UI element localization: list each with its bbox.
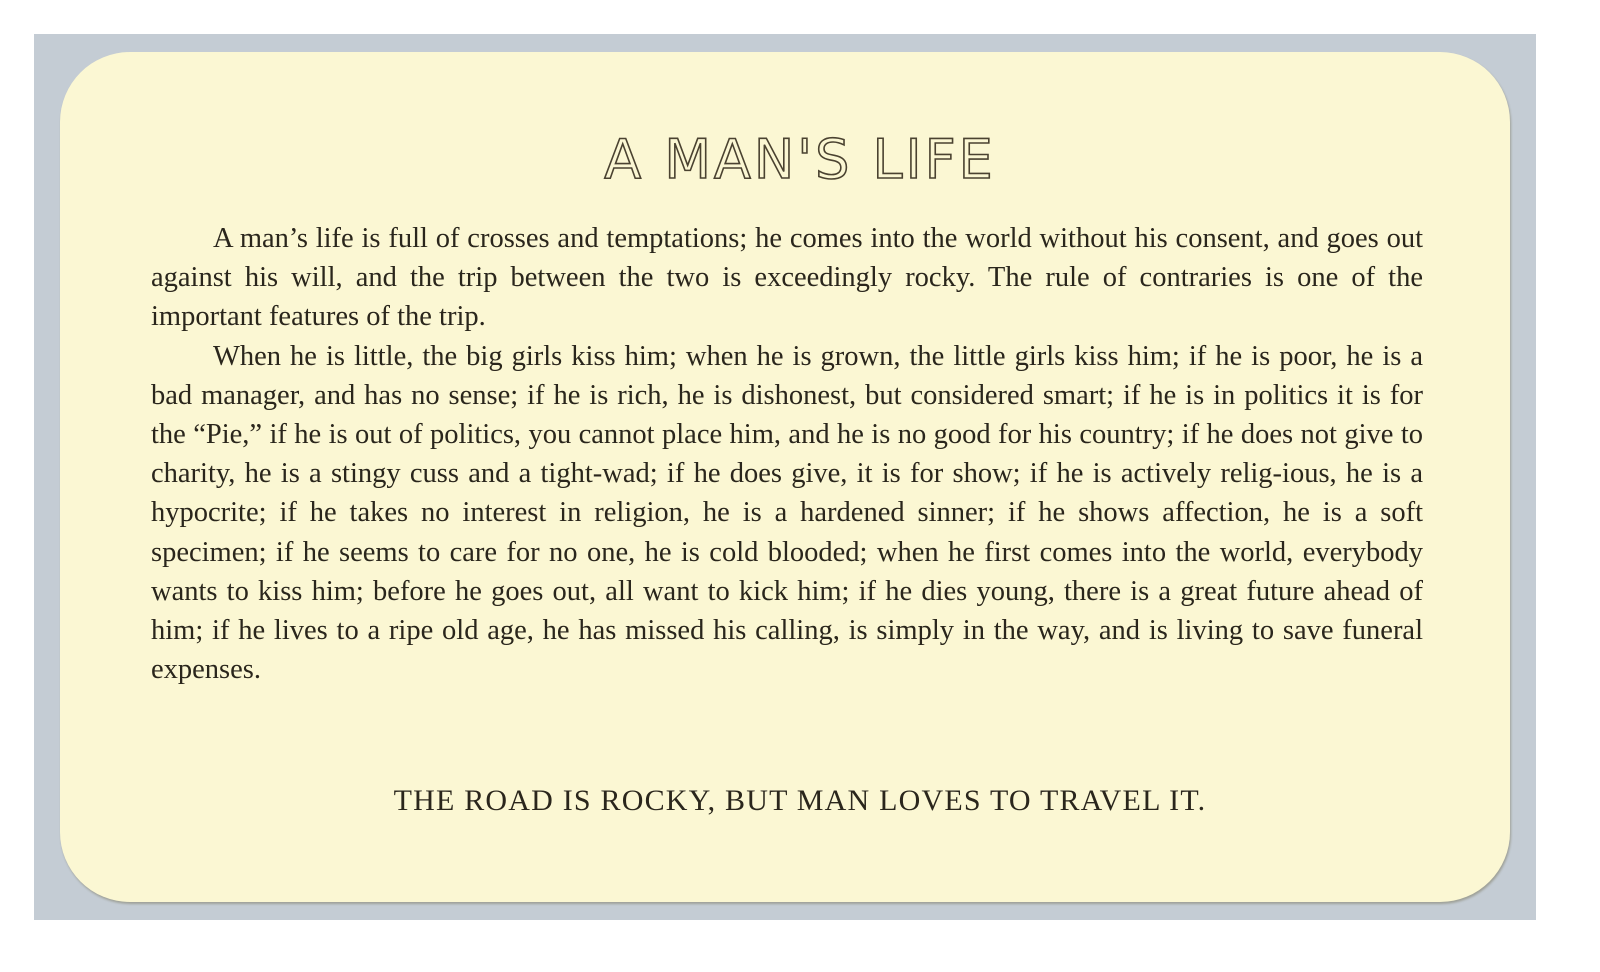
card-motto: THE ROAD IS ROCKY, BUT MAN LOVES TO TRAVEL IT.: [393, 784, 1207, 817]
card-title: A MAN'S LIFE: [604, 128, 996, 191]
card-body: [151, 219, 1423, 689]
intro-paragraph: A man’s life is full of crosses and temptations; he comes into the world without his consent, and goes out against his will, and the trip between the two is exceedingly rocky. The rule of contraries is one of the important features of the trip.: [151, 223, 1423, 333]
contraries-paragraph: When he is little, the big girls kiss him; when he is grown, the little girls kiss him; if he is poor, he is a bad manager, and has no sense; if he is rich, he is dishonest, but considered smart; if he is in politics it is for the “Pie,” if he is out of politics, you cannot place him, and he is no good for his country; if he does not give to charity, he is a stingy cuss and a tight-wad; if he does give, it is for show; if he is actively relig-ious, he is a hypocrite; if he takes no interest in religion, he is a hardened sinner; if he shows affection, he is a soft specimen; if he seems to care for no one, he is cold blooded; when he first comes into the world, everybody wants to kiss him; before he goes out, all want to kick him; if he dies young, there is a great future ahead of him; if he lives to a ripe old age, he has missed his calling, is simply in the way, and is living to save funeral expenses.: [151, 340, 1423, 686]
